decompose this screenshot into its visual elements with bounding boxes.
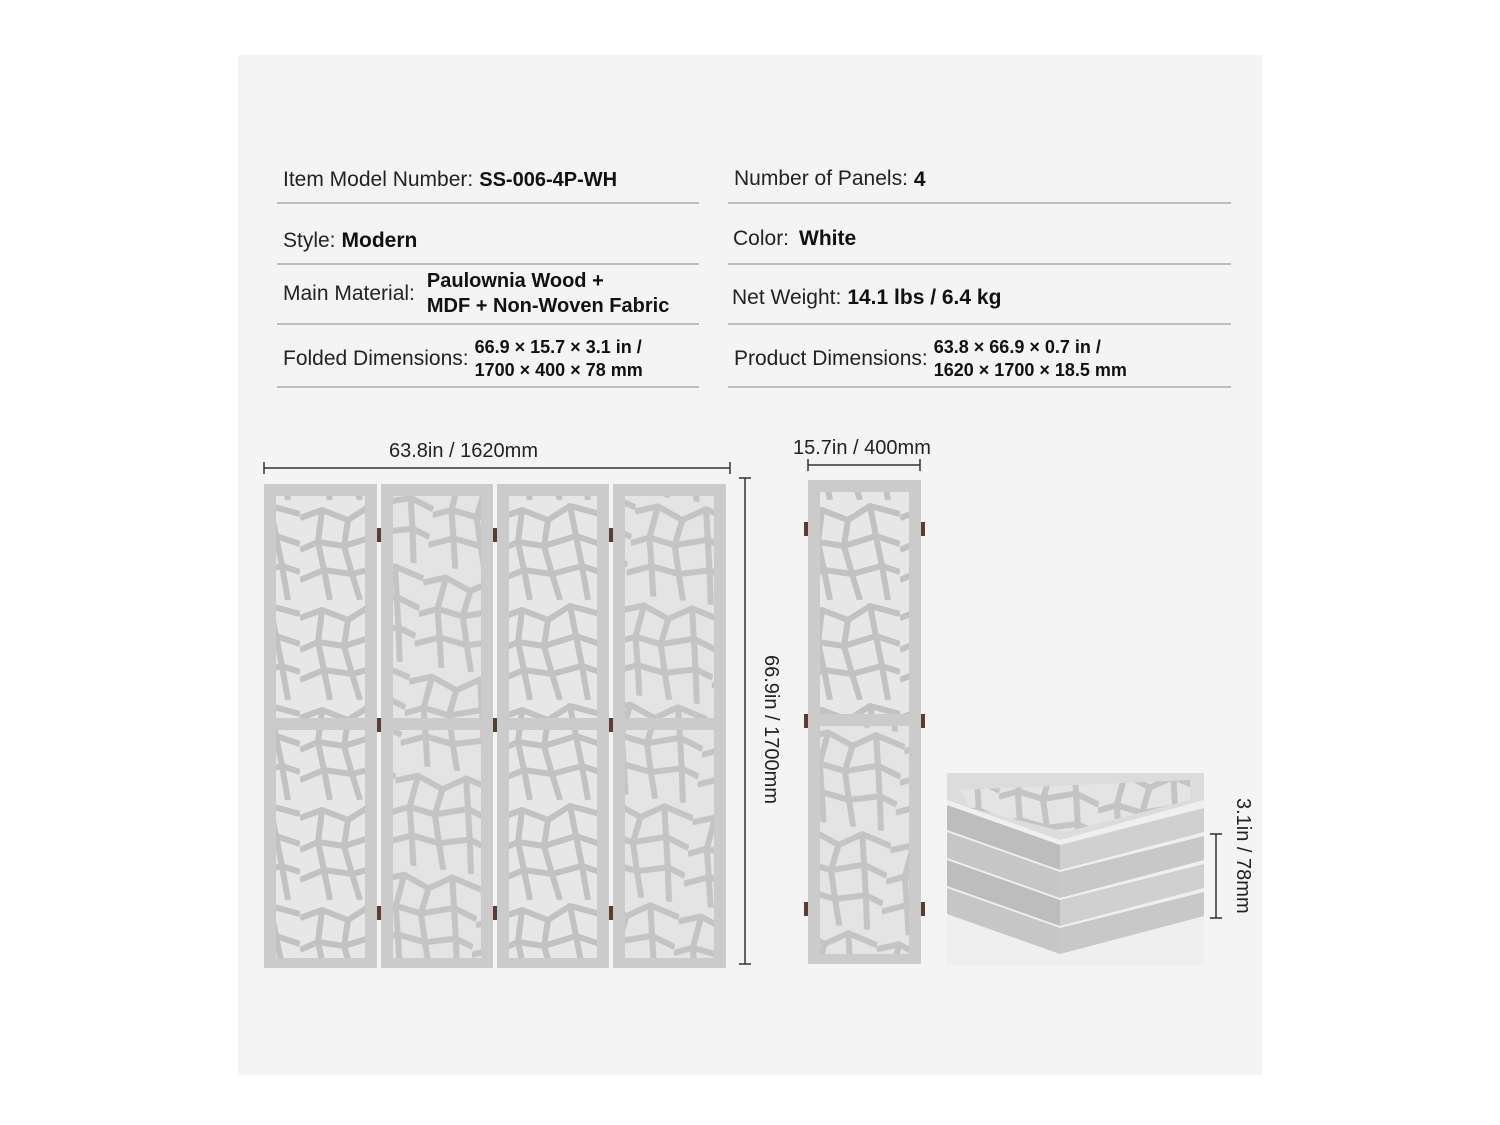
panel-width-dimension-line xyxy=(808,459,920,471)
spec-label: Style: xyxy=(283,228,336,252)
spec-value: SS-006-4P-WH xyxy=(479,168,618,191)
spec-label: Number of Panels: xyxy=(734,167,908,190)
screen-panel-1 xyxy=(264,484,377,968)
spec-value: White xyxy=(799,227,857,250)
spec-label: Net Weight: xyxy=(732,285,842,309)
width-dimension-label: 63.8in / 1620mm xyxy=(389,440,538,462)
screen-panel-2 xyxy=(381,484,493,968)
spec-value: 14.1 lbs / 6.4 kg xyxy=(847,286,1002,309)
spec-value: 4 xyxy=(913,167,926,191)
panel-width-dimension-label: 15.7in / 400mm xyxy=(793,437,931,459)
four-panel-screen xyxy=(264,484,726,968)
spec-value-line2: 1620 × 1700 × 18.5 mm xyxy=(933,360,1127,380)
single-panel xyxy=(804,480,925,964)
spec-value-line1: 66.9 × 15.7 × 3.1 in / xyxy=(474,337,642,357)
spec-label: Product Dimensions: xyxy=(734,347,928,370)
thickness-dimension-line xyxy=(1210,834,1222,918)
spec-value: Modern xyxy=(341,229,418,252)
width-dimension-line xyxy=(264,462,730,474)
spec-label: Color: xyxy=(733,226,790,250)
spec-value-line2: 1700 × 400 × 78 mm xyxy=(474,360,643,380)
screen-panel-3 xyxy=(497,484,609,968)
folded-stack-closeup xyxy=(947,773,1204,965)
spec-value-line2: MDF + Non-Woven Fabric xyxy=(426,295,670,317)
spec-label: Item Model Number: xyxy=(283,168,474,191)
spec-label: Folded Dimensions: xyxy=(283,347,469,370)
height-dimension-line xyxy=(739,478,751,964)
height-dimension-label: 66.9in / 1700mm xyxy=(760,655,782,804)
screen-panel-4 xyxy=(613,484,726,968)
spec-value-line1: Paulownia Wood + xyxy=(426,270,604,292)
thickness-dimension-label: 3.1in / 78mm xyxy=(1232,798,1254,914)
spec-value-line1: 63.8 × 66.9 × 0.7 in / xyxy=(933,337,1101,357)
spec-label: Main Material: xyxy=(283,282,415,305)
